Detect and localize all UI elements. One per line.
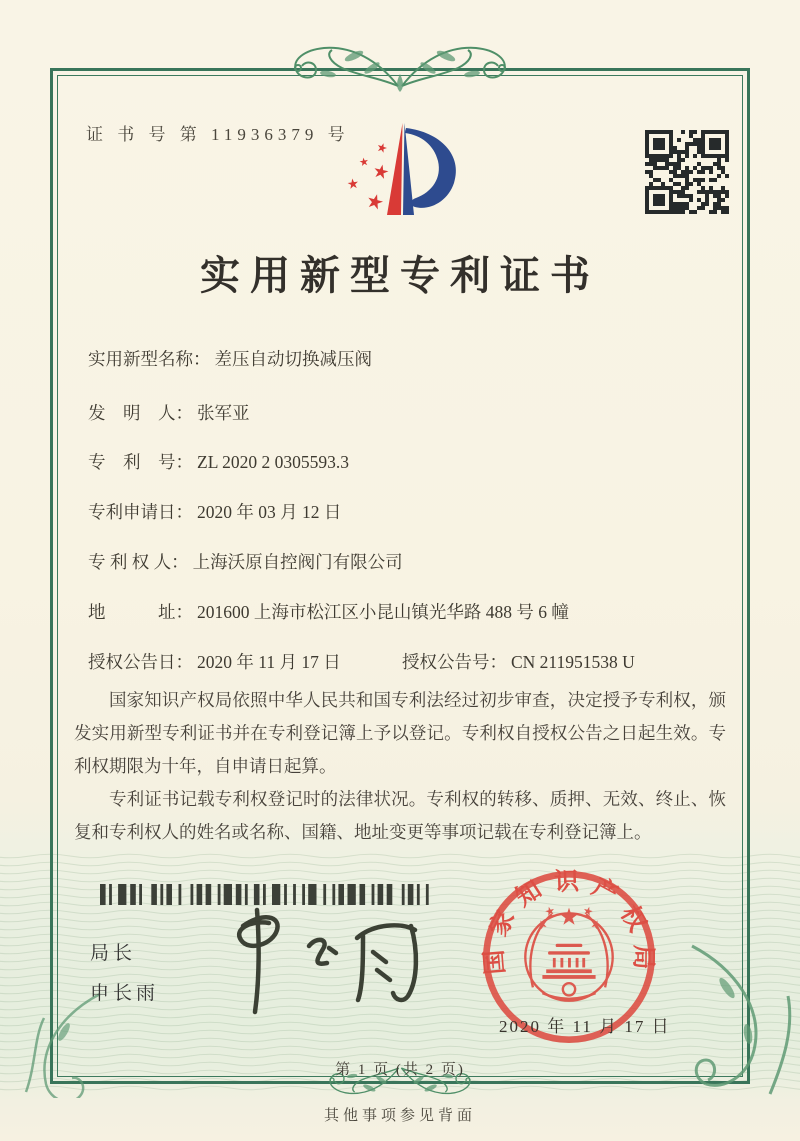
- field-row-name: [88, 346, 372, 371]
- field-value: CN 211951538 U: [511, 652, 635, 672]
- director-signature-icon: [205, 906, 435, 1018]
- barcode: [100, 884, 438, 905]
- field-value: 张军亚: [197, 403, 250, 423]
- field-label: 地 址：: [88, 602, 193, 622]
- cnipa-logo-icon: [335, 108, 471, 230]
- director-title: 局长: [90, 943, 137, 964]
- field-label: 专 利 权 人：: [88, 552, 189, 572]
- field-label: 专 利 号：: [88, 452, 193, 472]
- back-side-note: 其他事项参见背面: [323, 1108, 476, 1124]
- certificate-number: 证 书 号 第 11936379 号: [86, 125, 350, 144]
- national-emblem-icon: [525, 906, 612, 1001]
- field-row-filing-date: [88, 499, 341, 524]
- field-value: 201600 上海市松江区小昆山镇光华路 488 号 6 幢: [197, 602, 569, 622]
- qr-code: [645, 130, 729, 214]
- seal-date: 2020 年 11 月 17 日: [499, 1017, 671, 1036]
- field-label: 专利申请日：: [88, 502, 193, 522]
- field-label: 授权公告号：: [402, 652, 507, 672]
- field-value: 上海沃原自控阀门有限公司: [192, 552, 403, 572]
- field-label: 授权公告日：: [88, 652, 193, 672]
- seal-text: 国家知识产权局: [480, 868, 657, 976]
- legal-text: [74, 684, 726, 849]
- field-label: 实用新型名称：: [88, 349, 211, 369]
- field-row-grant-date: [88, 649, 341, 674]
- field-value: ZL 2020 2 0305593.3: [197, 452, 349, 472]
- field-value: 2020 年 03 月 12 日: [197, 502, 342, 522]
- field-label: 发 明 人：: [88, 403, 193, 423]
- field-row-address: [88, 599, 569, 624]
- field-value: 2020 年 11 月 17 日: [197, 652, 341, 672]
- legal-paragraph-1: 国家知识产权局依照中华人民共和国专利法经过初步审查，决定授予专利权，颁发实用新型专利证书并在专利登记簿上予以登记。专利权自授权公告之日起生效。专利权期限为十年，自申请日起算。: [74, 690, 726, 776]
- field-row-patent-no: [88, 449, 349, 474]
- field-value: 差压自动切换减压阀: [214, 349, 372, 369]
- field-row-patentee: [88, 549, 403, 574]
- floral-ornament-top: [268, 30, 532, 94]
- field-row-inventor: [88, 400, 250, 425]
- field-row-grant-no: [402, 649, 635, 674]
- director-name: 申长雨: [90, 983, 160, 1004]
- certificate-title: 实用新型专利证书: [200, 253, 600, 298]
- legal-paragraph-2: 专利证书记载专利权登记时的法律状况。专利权的转移、质押、无效、终止、恢复和专利权人的姓名或名称、国籍、地址变更等事项记载在专利登记簿上。: [74, 789, 726, 842]
- page-number: 第 1 页 (共 2 页): [335, 1062, 465, 1078]
